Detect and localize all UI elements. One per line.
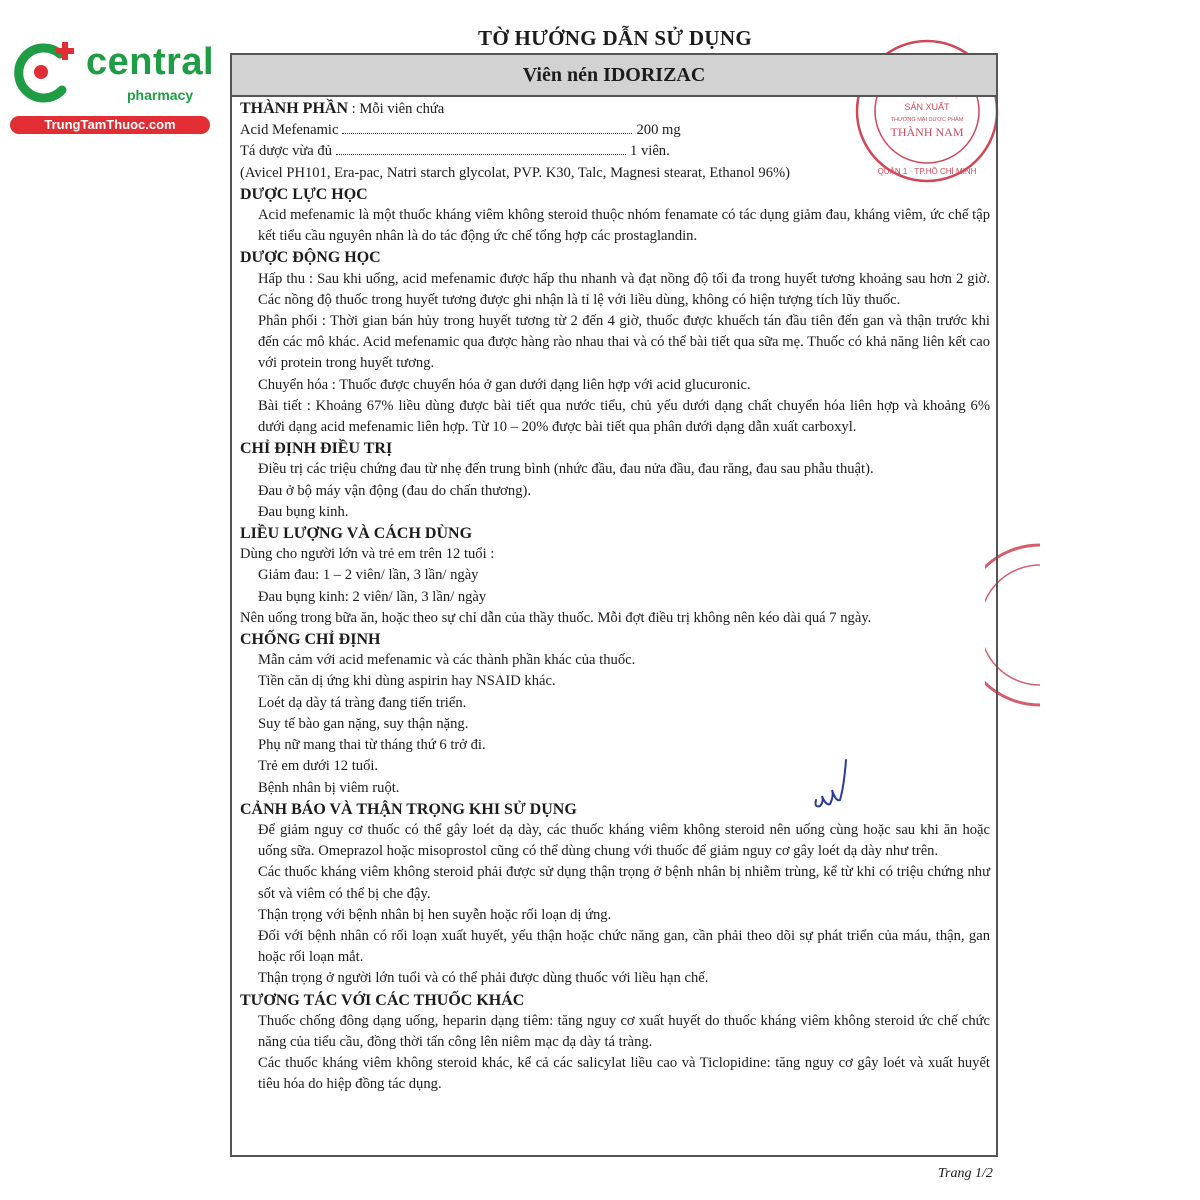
warning-paragraph: Để giảm nguy cơ thuốc có thể gây loét dạ dày, các thuốc kháng viêm không steroid nên uống cùng hoặc sau khi ăn hoặc uống sữa. Omeprazol hoặc misoprostol cũng có thể dùng chung với thuốc để giảm nguy cơ gây loét dạ dày như trên. [258,821,990,860]
stamp-line-6: QUẬN 1 · TP.HỒ CHÍ MINH [877,167,977,176]
indication-item: Đau ở bộ máy vận động (đau do chấn thương). [258,482,531,499]
pharmacokinetics-paragraph: Hấp thu : Sau khi uống, acid mefenamic được hấp thu nhanh và đạt nồng độ tối đa trong huyết tương khoảng sau hơn 2 giờ. Các nồng độ thuốc trong huyết tương được ghi nhận là tỉ lệ với liều dùng, không có hiện tượng tích lũy thuốc. [258,270,990,308]
warning-paragraph: Thận trọng ở người lớn tuổi và có thể phải được dùng thuốc với liều hạn chế. [258,970,709,987]
pharmacodynamics-heading: DƯỢC LỰC HỌC [240,185,368,203]
central-pharmacy-logo[interactable] [10,38,215,138]
dosage-item: Giảm đau: 1 – 2 viên/ lần, 3 lần/ ngày [258,567,479,584]
interaction-paragraph: Thuốc chống đông dạng uống, heparin dạng tiêm: tăng nguy cơ xuất huyết do thuốc kháng viêm không steroid ức chế chức năng của tiểu cầu, đồng thời tấn công lên niêm mạc dạ dày tá tràng. [258,1012,990,1050]
warning-paragraph: Đối với bệnh nhân có rối loạn xuất huyết, yếu thận hoặc chức năng gan, cần phải theo dõi sự phát triển của máu, thận, gan hoặc rối loạn mắt. [258,927,990,966]
pharmacokinetics-paragraph: Chuyển hóa : Thuốc được chuyển hóa ở gan dưới dạng liên hợp với acid glucuronic. [258,376,751,393]
logo-url: TrungTamThuoc.com [10,116,210,134]
composition-item: Tá dược vừa đủ 1 viên. [240,143,670,160]
contraindication-item: Mẫn cảm với acid mefenamic và các thành phần khác của thuốc. [258,652,636,669]
pharmacy-logo-icon [10,38,80,108]
stamp-line-4: THƯƠNG MẠI DƯỢC PHẨM [890,117,964,123]
logo-subtitle: pharmacy [127,87,194,103]
stamp-line-3: SẢN XUẤT [904,102,950,112]
dosage-note: Nên uống trong bữa ăn, hoặc theo sự chỉ dẫn của thầy thuốc. Mỗi đợt điều trị không nên kéo dài quá 7 ngày. [240,609,872,626]
warning-paragraph: Các thuốc kháng viêm không steroid phải được sử dụng thận trọng ở bệnh nhân bị nhiễm trùng, kể từ khi có triệu chứng như sốt và viêm có thể bị che đậy. [258,864,990,902]
contraindication-item: Tiền căn dị ứng khi dùng aspirin hay NSAID khác. [258,673,556,690]
contraindications-heading: CHỐNG CHỈ ĐỊNH [240,631,381,649]
document-title: TỜ HƯỚNG DẪN SỬ DỤNG [478,26,752,50]
dosage-item: Đau bụng kinh: 2 viên/ lần, 3 lần/ ngày [258,588,487,605]
pharmacokinetics-heading: DƯỢC ĐỘNG HỌC [240,249,381,267]
warnings-heading: CẢNH BÁO VÀ THẬN TRỌNG KHI SỬ DỤNG [240,800,577,818]
interaction-paragraph: Các thuốc kháng viêm không steroid khác, kể cả các salicylat liều cao và Ticlopidine: tăng nguy cơ gây loét và xuất huyết tiêu hóa do hiệp đồng tác dụng. [258,1055,990,1093]
composition-intro: : Mỗi viên chứa [348,101,445,117]
pharmacodynamics-text: Acid mefenamic là một thuốc kháng viêm không steroid thuộc nhóm fenamate có tác dụng giảm đau, kháng viêm, ức chế tập kết tiểu cầu nguyên nhân là do tác động ức chế tổng hợp các prostaglandin. [258,207,990,245]
indications-heading: CHỈ ĐỊNH ĐIỀU TRỊ [240,440,393,458]
document-content [240,98,990,1096]
contraindication-item: Phụ nữ mang thai từ tháng thứ 6 trở đi. [258,737,486,754]
composition-item: Acid Mefenamic 200 mg [240,122,681,139]
interactions-heading: TƯƠNG TÁC VỚI CÁC THUỐC KHÁC [240,991,525,1009]
dosage-intro: Dùng cho người lớn và trẻ em trên 12 tuổi : [240,546,495,563]
page-number: Trang 1/2 [938,1166,993,1181]
indication-item: Đau bụng kinh. [258,503,349,520]
pharmacokinetics-paragraph: Phân phối : Thời gian bán hủy trong huyết tương từ 2 đến 4 giờ, thuốc được khuếch tán đầu tiên đến gan và thận trước khi đến các mô khác. Acid mefenamic qua được hàng rào nhau thai và có thể bài tiết qua sữa mẹ. Thuốc có khả năng liên kết cao với protein trong huyết tương. [258,313,990,372]
excipients: (Avicel PH101, Era-pac, Natri starch glycolat, PVP. K30, Talc, Magnesi stearat, Ethanol 96%) [240,164,791,181]
contraindication-item: Loét dạ dày tá tràng đang tiến triển. [258,694,467,711]
stamp-line-5: THÀNH NAM [890,125,964,139]
document-frame [230,53,998,1157]
indication-item: Điều trị các triệu chứng đau từ nhẹ đến trung bình (nhức đầu, đau nửa đầu, đau răng, đau sau phẫu thuật). [258,461,874,478]
contraindication-item: Trẻ em dưới 12 tuổi. [258,758,379,775]
logo-brand: central [86,41,215,83]
contraindication-item: Bệnh nhân bị viêm ruột. [258,779,400,796]
composition-heading: THÀNH PHẦN [240,100,348,117]
pharmacokinetics-paragraph: Bài tiết : Khoảng 67% liều dùng được bài tiết qua nước tiểu, chủ yếu dưới dạng chất chuyển hóa liên hợp và khoảng 6% dưới dạng acid mefenamic liên hợp. Từ 10 – 20% được bài tiết qua phân dưới dạng dẫn xuất carboxyl. [258,397,990,436]
dosage-heading: LIỀU LƯỢNG VÀ CÁCH DÙNG [240,525,473,543]
contraindication-item: Suy tế bào gan nặng, suy thận nặng. [258,715,469,732]
warning-paragraph: Thận trọng với bệnh nhân bị hen suyễn hoặc rối loạn dị ứng. [258,906,612,923]
product-name: Viên nén IDORIZAC [232,55,996,97]
